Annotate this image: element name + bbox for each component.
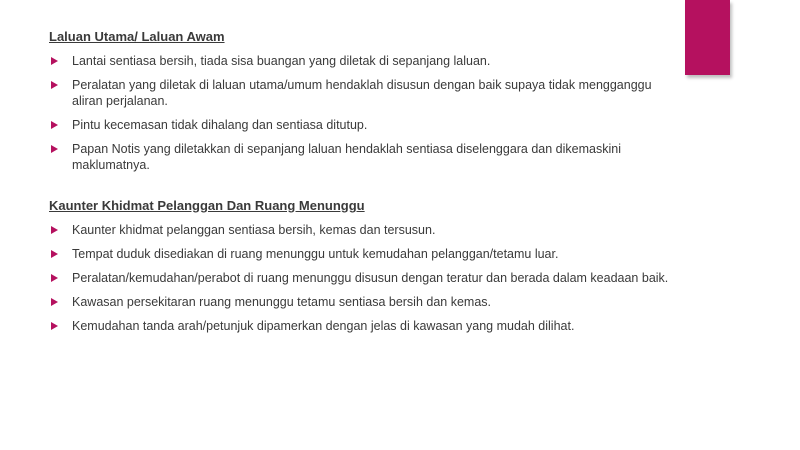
list-item-text: Kemudahan tanda arah/petunjuk dipamerkan dengan jelas di kawasan yang mudah dilihat. [72, 319, 575, 333]
section-heading: Kaunter Khidmat Pelanggan Dan Ruang Menunggu [49, 198, 365, 213]
slide-content [49, 28, 679, 342]
list-item-text: Pintu kecemasan tidak dihalang dan sentiasa ditutup. [72, 118, 368, 132]
list-item-text: Papan Notis yang diletakkan di sepanjang laluan hendaklah sentiasa diselenggara dan dikemaskini maklumatnya. [72, 142, 621, 172]
triangle-right-icon [51, 145, 58, 153]
section-laluan-utama [49, 28, 679, 173]
triangle-right-icon [51, 322, 58, 330]
list-item-text: Kawasan persekitaran ruang menunggu tetamu sentiasa bersih dan kemas. [72, 295, 492, 309]
list-item [49, 117, 679, 133]
bullet-list [49, 222, 679, 334]
triangle-right-icon [51, 250, 58, 258]
list-item [49, 222, 679, 238]
triangle-right-icon [51, 226, 58, 234]
list-item [49, 270, 679, 286]
triangle-right-icon [51, 298, 58, 306]
list-item-text: Peralatan yang diletak di laluan utama/umum hendaklah disusun dengan baik supaya tidak mengganggu aliran perjalanan. [72, 78, 652, 108]
list-item [49, 318, 679, 334]
section-kaunter-khidmat [49, 197, 679, 334]
list-item [49, 77, 679, 109]
triangle-right-icon [51, 274, 58, 282]
list-item-text: Peralatan/kemudahan/perabot di ruang menunggu disusun dengan teratur dan berada dalam keadaan baik. [72, 271, 669, 285]
list-item [49, 246, 679, 262]
triangle-right-icon [51, 121, 58, 129]
triangle-right-icon [51, 57, 58, 65]
list-item [49, 141, 679, 173]
triangle-right-icon [51, 81, 58, 89]
list-item-text: Lantai sentiasa bersih, tiada sisa buangan yang diletak di sepanjang laluan. [72, 54, 491, 68]
bullet-list [49, 53, 679, 173]
list-item [49, 53, 679, 69]
section-heading: Laluan Utama/ Laluan Awam [49, 29, 225, 44]
list-item-text: Tempat duduk disediakan di ruang menunggu untuk kemudahan pelanggan/tetamu luar. [72, 247, 559, 261]
accent-tab [685, 0, 730, 75]
list-item-text: Kaunter khidmat pelanggan sentiasa bersih, kemas dan tersusun. [72, 223, 436, 237]
list-item [49, 294, 679, 310]
